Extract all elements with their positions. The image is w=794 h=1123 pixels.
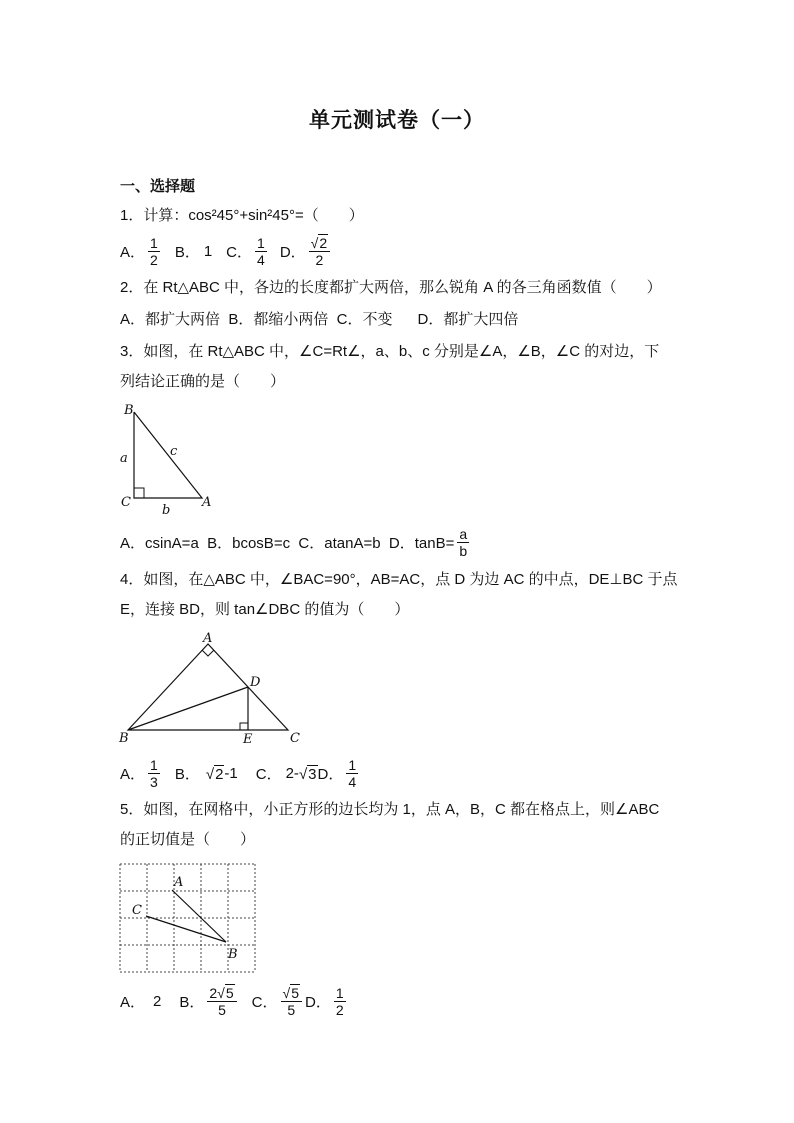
q1-option-c-label: C． (226, 243, 253, 261)
q1-option-a-label: A． (120, 243, 146, 261)
q5-option-b-label: B． (179, 993, 205, 1011)
q2-options: A．都扩大两倍 B．都缩小两倍 C．不变 D．都扩大四倍 (120, 311, 519, 328)
q4-option-b-sqrt: √ 2 (205, 765, 224, 783)
q5-option-a-label: A． (120, 993, 146, 1011)
q1-option-a-fraction: $\frac{1}{2}$ (150, 234, 158, 268)
q4-option-d-fraction: $\frac{1}{4}$ (348, 757, 357, 790)
q4-option-c-prefix: 2- (285, 765, 299, 782)
q4-label-C: C (290, 731, 300, 746)
q1-option-b-value: 1 (203, 242, 213, 260)
q3-label-c: c (170, 444, 178, 459)
section-heading: 一、选择题 (120, 178, 196, 195)
page-title: 单元测试卷（一） (309, 107, 485, 132)
q5-option-d-fraction: $\frac{1}{2}$ (335, 984, 344, 1018)
q5-option-d-label: D． (304, 993, 331, 1011)
q5-label-B: B (228, 947, 238, 962)
q4-option-a-label: A． (120, 766, 146, 783)
q4-option-b-tail: -1 (224, 765, 238, 782)
q4-option-a-fraction: $\frac{1}{3}$ (150, 757, 158, 790)
q4-option-c-label: C． (255, 766, 282, 783)
q1-option-c-fraction: $\frac{1}{4}$ (257, 234, 265, 268)
q4-option-c-sqrt: √ 3 (298, 765, 317, 783)
q5-label-A: A (174, 875, 184, 890)
q3-label-a: a (120, 451, 128, 466)
q3-label-B: B (124, 403, 134, 418)
q3-label-C: C (121, 495, 131, 510)
q5-option-b-fraction: 2√ 5 5 (207, 984, 236, 1018)
q1-stem: 1．计算：cos²45°+sin²45°=（ ） (120, 207, 364, 224)
q1-option-d-fraction: √ 2 2 (309, 234, 330, 268)
q5-option-c-label: C． (251, 993, 278, 1011)
q4-label-A: A (203, 631, 213, 646)
q4-stem-line2: E，连接 BD，则 tan∠DBC 的值为（ ） (120, 601, 410, 618)
q4-label-E: E (243, 732, 253, 747)
q3-triangle-figure (112, 398, 222, 520)
q5-option-c-fraction: √ 5 5 (281, 984, 302, 1018)
q4-label-D: D (250, 675, 261, 690)
q1-options (120, 234, 333, 268)
q5-options (120, 984, 349, 1018)
q4-options (120, 757, 361, 790)
q3-stem-line1: 3．如图，在 Rt△ABC 中，∠C=Rt∠，a、b、c 分别是∠A，∠B，∠C 的对边，下 (120, 343, 660, 360)
q2-stem: 2．在 Rt△ABC 中，各边的长度都扩大两倍，那么锐角 A 的各三角函数值（ ） (120, 279, 662, 296)
q4-triangle-figure (112, 628, 308, 750)
q3-options-text: A．csinA=a B．bcosB=c C．atanA=b D．tanB= (120, 535, 455, 552)
q5-option-a-value: 2 (153, 992, 162, 1010)
q5-stem-line2: 的正切值是（ ） (120, 831, 256, 848)
q3-options (120, 526, 472, 559)
q5-stem-line1: 5．如图，在网格中，小正方形的边长均为 1，点 A，B，C 都在格点上，则∠ABC (120, 801, 660, 818)
q3-option-d-fraction: $\frac{a}{b}$ (459, 526, 468, 559)
q4-option-b-label: B． (174, 766, 200, 783)
q4-option-d-label: D． (317, 766, 344, 783)
q3-stem-line2: 列结论正确的是（ ） (120, 373, 286, 390)
q5-grid-figure (118, 862, 258, 974)
q3-label-b: b (162, 503, 171, 518)
q4-stem-line1: 4．如图，在△ABC 中，∠BAC=90°，AB=AC，点 D 为边 AC 的中点，DE⊥BC 于点 (120, 571, 678, 588)
q1-option-b-label: B． (174, 243, 200, 261)
q4-label-B: B (119, 731, 129, 746)
q1-option-d-label: D． (279, 243, 306, 261)
q3-label-A: A (202, 495, 212, 510)
q5-label-C: C (132, 903, 142, 918)
